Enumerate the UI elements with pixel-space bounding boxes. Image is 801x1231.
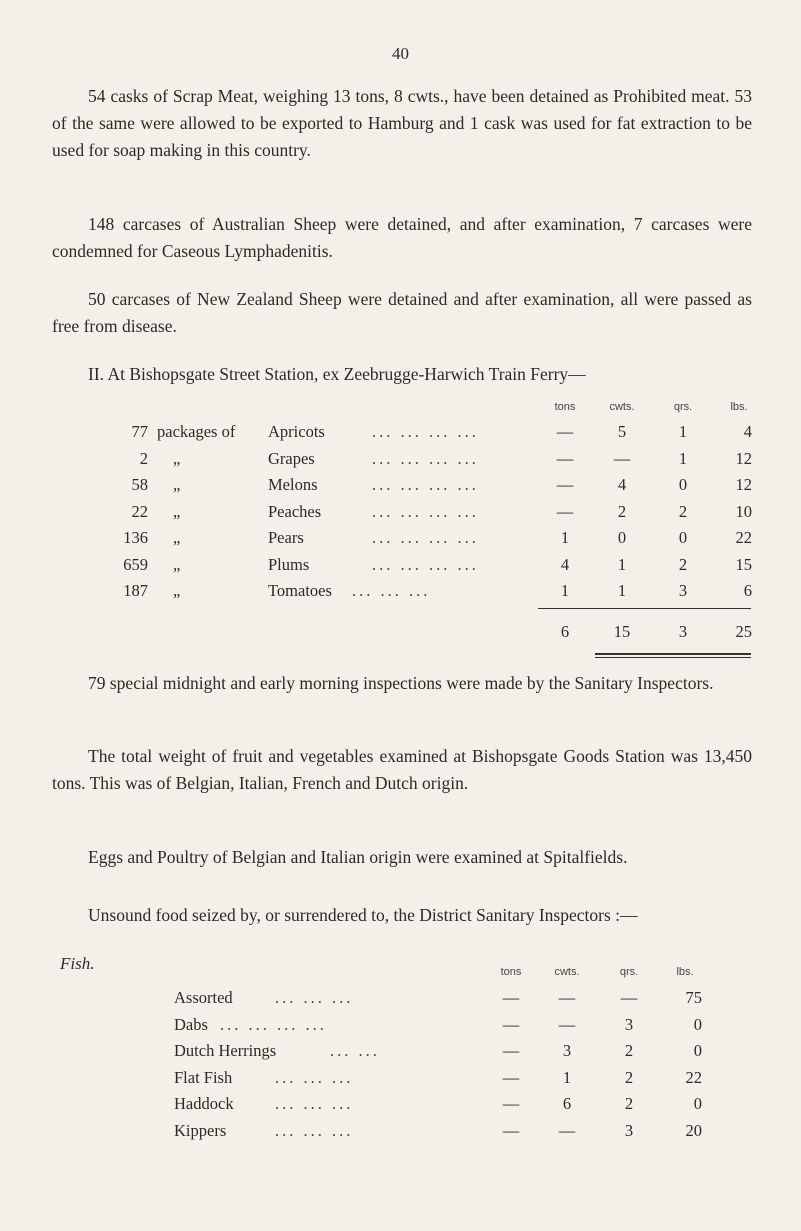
fish-cwts: — [558,988,576,1007]
col-head-lbs: lbs. [730,401,748,413]
fruit-prefix: „ [173,501,181,521]
fish-qrs: 3 [624,1014,634,1034]
fruit-row [0,555,801,579]
fruit-cwts: 1 [617,554,627,574]
fruit-item: Melons [268,475,318,494]
paragraph-unsound-food: Unsound food seized by, or surrendered to, the District Sanitary Inspectors :— [88,905,638,925]
paragraph-new-zealand-sheep: 50 carcases of New Zealand Sheep were detained and after examination, all were passed as free from disease. [52,289,752,336]
paragraph-inspections: 79 special midnight and early morning inspections were made by the Sanitary Inspectors. [88,673,714,693]
fish-cwts: 1 [562,1067,572,1087]
fruit-prefix: „ [173,448,181,468]
leader-dots: ... ... ... ... [372,501,479,521]
leader-dots: ... ... ... ... [372,448,479,468]
fish-lbs: 0 [693,1041,702,1060]
fruit-tons: — [556,475,574,494]
total-qrs: 3 [678,622,688,641]
total-tons: 6 [560,622,570,641]
fish-tons: — [502,1120,520,1140]
fruit-lbs: 4 [743,422,752,441]
fruit-row [0,422,801,446]
fish-tons: — [502,1094,520,1113]
fruit-cwts: 4 [617,475,627,494]
paragraph-scrap-meat: 54 casks of Scrap Meat, weighing 13 tons, 8 cwts., have been detained as Prohibited meat. 53 of the same were allowed to be exported to Hamburg and 1 cask was used for fat extraction to be used for soap making in this country. [52,86,752,160]
fish-tons: — [502,988,520,1007]
fish-row [0,1094,801,1118]
fish-qrs: 3 [624,1120,634,1140]
fish-row [0,988,801,1012]
fish-item: Dutch Herrings [174,1041,277,1060]
fruit-lbs: 6 [743,581,752,600]
fish-row [0,1121,801,1145]
fruit-lbs: 12 [735,448,752,468]
fish-lbs: 75 [685,988,702,1007]
fish-title: Fish. [60,954,95,973]
fish-tons: — [502,1014,520,1034]
leader-dots: ... ... ... ... [372,475,479,494]
fish-cwts: 3 [562,1041,572,1060]
fish-cwts: 6 [562,1094,572,1113]
leader-dots: ... ... ... [352,581,431,600]
fruit-lbs: 22 [735,528,752,547]
paragraph-eggs-poultry: Eggs and Poultry of Belgian and Italian origin were examined at Spitalfields. [88,847,628,867]
leader-dots: ... ... ... ... [372,422,479,441]
fish-item: Assorted [174,988,233,1007]
fruit-row [0,449,801,473]
fruit-count: 187 [123,581,148,600]
fruit-qrs: 1 [678,448,688,468]
fruit-prefix: „ [173,581,181,600]
fruit-lbs: 12 [735,475,752,494]
fish-row [0,1068,801,1092]
fruit-cwts: 1 [617,581,627,600]
leader-dots: ... ... ... ... [372,528,479,547]
fruit-count: 2 [139,448,148,468]
leader-dots: ... ... [330,1041,380,1060]
fruit-cwts: — [613,448,631,468]
fruit-cwts: 5 [617,422,627,441]
section-heading: II. At Bishopsgate Street Station, ex Zeebrugge-Harwich Train Ferry— [88,364,586,384]
fruit-tons: — [556,501,574,521]
fruit-lbs: 10 [735,501,752,521]
fruit-tons: 4 [560,554,570,574]
fish-col-head-cwts: cwts. [554,966,580,978]
leader-dots: ... ... ... [275,1094,354,1113]
fish-qrs: 2 [624,1067,634,1087]
leader-dots: ... ... ... ... [372,554,479,574]
fish-tons: — [502,1041,520,1060]
fish-item: Dabs [174,1014,208,1034]
total-rule-1 [595,653,751,655]
fish-lbs: 20 [685,1120,702,1140]
fruit-item: Tomatoes [268,581,332,600]
fish-lbs: 0 [693,1094,702,1113]
fruit-total-row [0,622,801,646]
fruit-item: Plums [268,554,310,574]
fish-cwts: — [558,1120,576,1140]
leader-dots: ... ... ... [275,1120,354,1140]
page-number: 40 [392,44,409,63]
fruit-cwts: 0 [617,528,627,547]
fish-col-head-tons: tons [500,966,522,978]
fish-col-head-lbs: lbs. [676,966,694,978]
fish-lbs: 0 [693,1014,702,1034]
col-head-cwts: cwts. [609,401,635,413]
fish-qrs: 2 [624,1041,634,1060]
leader-dots: ... ... ... [275,988,354,1007]
fish-cwts: — [558,1014,576,1034]
fish-item: Flat Fish [174,1067,233,1087]
fish-lbs: 22 [685,1067,702,1087]
fruit-tons: — [556,448,574,468]
col-head-tons: tons [554,401,576,413]
fruit-qrs: 2 [678,554,688,574]
fish-row [0,1041,801,1065]
fruit-tons: 1 [560,528,570,547]
total-rule-2 [595,657,751,658]
fruit-item: Pears [268,528,304,547]
total-cwts: 15 [613,622,631,641]
fruit-item: Grapes [268,448,315,468]
fruit-row [0,475,801,499]
fruit-prefix: „ [173,554,181,574]
fruit-count: 136 [123,528,148,547]
total-lbs: 25 [735,622,752,641]
fish-row [0,1015,801,1039]
fruit-count: 58 [131,475,148,494]
fruit-cwts: 2 [617,501,627,521]
leader-dots: ... ... ... ... [220,1014,327,1034]
fruit-count: 77 [131,422,148,441]
fruit-item: Apricots [268,422,325,441]
leader-dots: ... ... ... [275,1067,354,1087]
paragraph-total-weight: The total weight of fruit and vegetables examined at Bishopsgate Goods Station was 13,450 tons. This was of Belgian, Italian, French and Dutch origin. [52,746,752,793]
fish-item: Haddock [174,1094,234,1113]
fruit-count: 659 [123,554,148,574]
fish-tons: — [502,1067,520,1087]
fruit-lbs: 15 [735,554,752,574]
fish-qrs: — [620,988,638,1007]
paragraph-australian-sheep: 148 carcases of Australian Sheep were detained, and after examination, 7 carcases were condemned for Caseous Lymphadenitis. [52,214,752,261]
fruit-item: Peaches [268,501,322,521]
fruit-qrs: 3 [678,581,688,600]
fruit-prefix: „ [173,475,181,494]
fruit-qrs: 2 [678,501,688,521]
fish-col-head-qrs: qrs. [619,966,639,978]
fruit-row [0,528,801,552]
subtotal-rule [538,608,751,609]
col-head-qrs: qrs. [673,401,693,413]
fruit-prefix: „ [173,528,181,547]
fruit-prefix: packages of [157,422,236,441]
fruit-qrs: 0 [678,475,688,494]
fruit-tons: 1 [560,581,570,600]
fruit-row [0,581,801,605]
fish-qrs: 2 [624,1094,634,1113]
fruit-row [0,502,801,526]
fruit-qrs: 0 [678,528,688,547]
fruit-count: 22 [131,501,148,521]
fish-item: Kippers [174,1120,227,1140]
fruit-qrs: 1 [678,422,688,441]
fruit-tons: — [556,422,574,441]
